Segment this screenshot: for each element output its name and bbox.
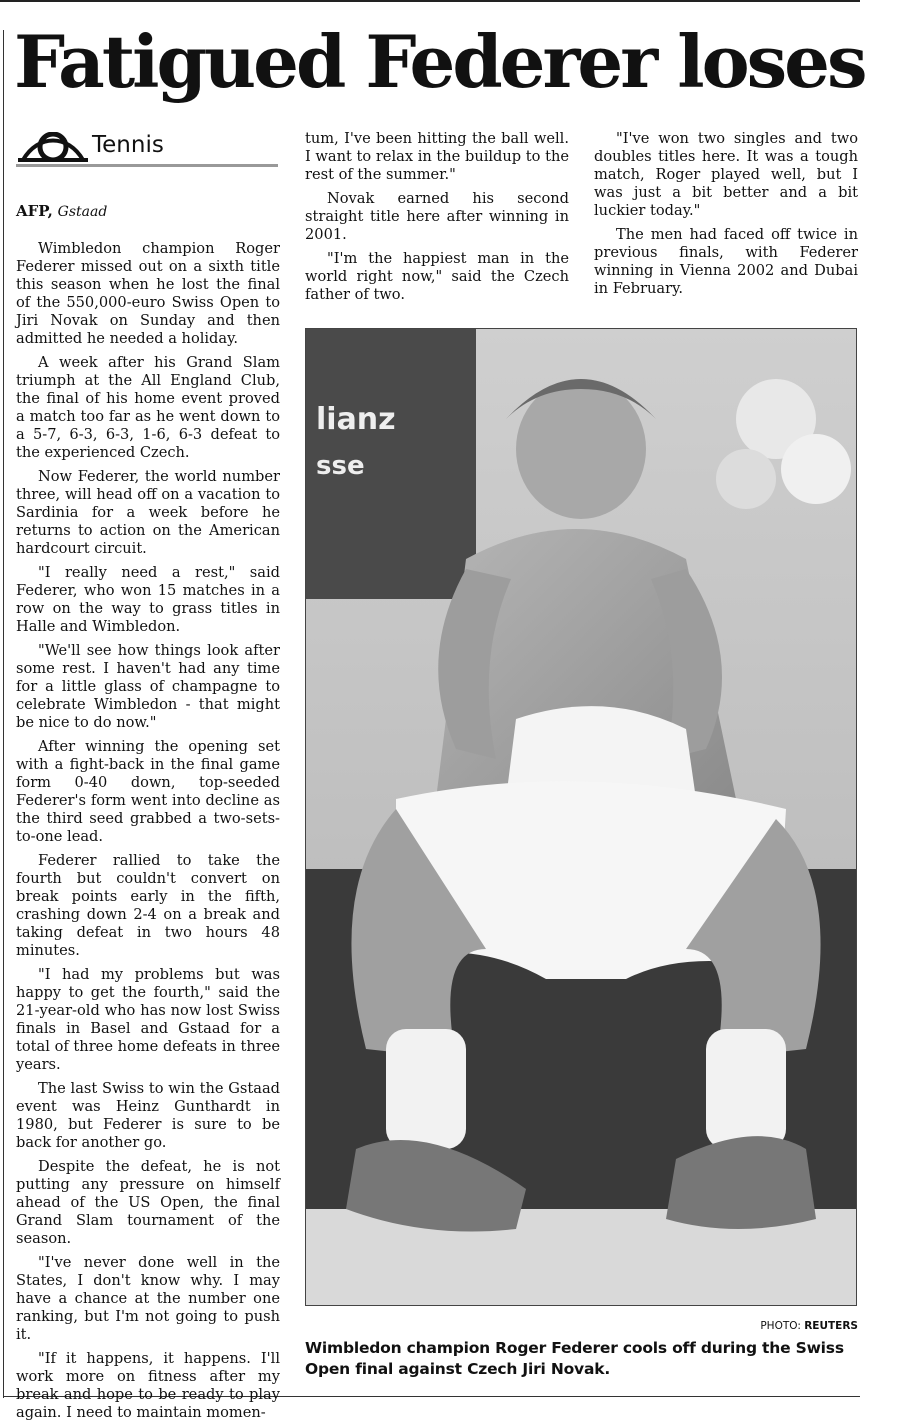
paragraph: Federer rallied to take the fourth but couldn't convert on break points early in the fifth, crashing down 2-4 on a break and taking defeat in two hours 48 minutes.	[16, 852, 280, 959]
paragraph: "I had my problems but was happy to get the fourth," said the 21-year-old who has now lost Swiss finals in Basel and Gstaad for a total of three home defeats in three years.	[16, 966, 280, 1073]
paragraph: "We'll see how things look after some rest. I haven't had any time for a little glass of champagne to celebrate Wimbledon - that might be nice to do now."	[16, 642, 280, 731]
article-column-1	[16, 240, 280, 1428]
banner-text: sse	[316, 451, 365, 481]
article-column-2	[305, 130, 569, 310]
byline	[16, 202, 107, 220]
paragraph: Now Federer, the world number three, will head off on a vacation to Sardinia for a week before he returns to action on the American hardcourt circuit.	[16, 468, 280, 557]
paragraph: Novak earned his second straight title here after winning in 2001.	[305, 190, 569, 243]
left-rule	[3, 30, 4, 1398]
paragraph: "I've won two singles and two doubles titles here. It was a tough match, Roger played well, but I was just a bit better and a bit luckier today."	[594, 130, 858, 219]
section-underline	[16, 164, 278, 167]
paragraph: "I've never done well in the States, I don't know why. I may have a chance at the number one ranking, but I'm not going to push it.	[16, 1254, 280, 1343]
headline: Fatigued Federer loses	[14, 19, 865, 104]
paragraph: After winning the opening set with a fight-back in the final game form 0-40 down, top-seeded Federer's form went into decline as the third seed grabbed a two-sets-to-one lead.	[16, 738, 280, 845]
photo-credit	[700, 1320, 858, 1332]
paragraph: Despite the defeat, he is not putting any pressure on himself ahead of the US Open, the final Grand Slam tournament of the season.	[16, 1158, 280, 1247]
paragraph: tum, I've been hitting the ball well. I want to relax in the buildup to the rest of the summer."	[305, 130, 569, 183]
photo-illustration	[306, 329, 856, 1305]
section-label: Tennis	[92, 132, 164, 158]
paragraph: A week after his Grand Slam triumph at the All England Club, the final of his home event proved a match too far as he went down to a 5-7, 6-3, 6-3, 1-6, 6-3 defeat to the experienced Czech.	[16, 354, 280, 461]
banner-text: lianz	[316, 402, 396, 437]
paragraph: "I really need a rest," said Federer, who won 15 matches in a row on the way to grass titles in Halle and Wimbledon.	[16, 564, 280, 635]
news-photo	[305, 328, 857, 1306]
photo-credit-source: REUTERS	[804, 1320, 858, 1332]
article-column-3	[594, 130, 858, 304]
paragraph: Wimbledon champion Roger Federer missed out on a sixth title this season when he lost the final of the 550,000-euro Swiss Open to Jiri Novak on Sunday and then admitted he needed a holiday.	[16, 240, 280, 347]
byline-location: Gstaad	[57, 204, 108, 220]
paragraph: "If it happens, it happens. I'll work more on fitness after my break and hope to be ready to play again. I need to maintain momen-	[16, 1350, 280, 1421]
paragraph: "I'm the happiest man in the world right now," said the Czech father of two.	[305, 250, 569, 303]
photo-credit-prefix: PHOTO:	[760, 1320, 801, 1332]
paragraph: The men had faced off twice in previous finals, with Federer winning in Vienna 2002 and Dubai in February.	[594, 226, 858, 297]
top-rule	[0, 0, 860, 2]
tennis-ball-icon	[18, 132, 88, 162]
paragraph: The last Swiss to win the Gstaad event was Heinz Gunthardt in 1980, but Federer is sure to be back for another go.	[16, 1080, 280, 1151]
byline-agency: AFP,	[16, 202, 53, 220]
photo-caption: Wimbledon champion Roger Federer cools off during the Swiss Open final against Czech Jiri Novak.	[305, 1339, 844, 1378]
section-tag	[16, 128, 278, 166]
